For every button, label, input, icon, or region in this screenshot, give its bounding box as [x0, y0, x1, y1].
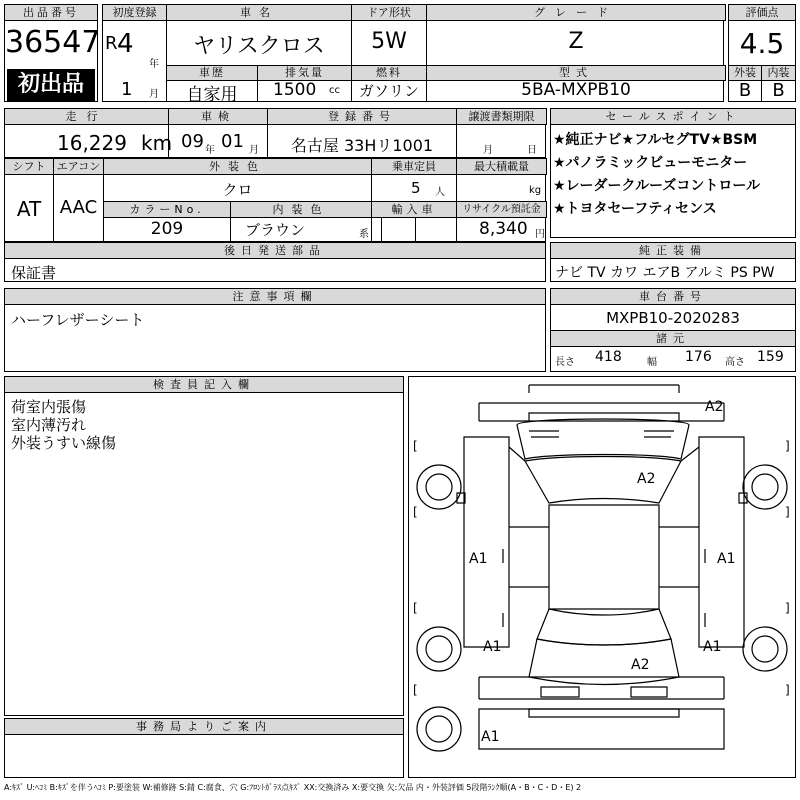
reg-month-unit: 月 — [149, 89, 159, 100]
int-color-unit: 系 — [359, 229, 369, 240]
exterior-label: 外装 — [728, 65, 762, 81]
height-label: 高さ — [725, 357, 745, 368]
vehicle-header-box — [102, 4, 724, 105]
recycle-unit: 円 — [535, 229, 545, 240]
factory-equipment-label: 純正装備 — [550, 242, 796, 259]
plate-label: 登録番号 — [267, 108, 457, 125]
ac-label: エアコン — [53, 158, 104, 175]
sales-point-item: ★純正ナビ★フルセグTV★BSM — [553, 132, 758, 148]
mileage-unit: km — [141, 131, 173, 155]
era: R — [105, 33, 118, 54]
ext-color-label: 外装色 — [103, 158, 372, 175]
exterior-score: B — [738, 80, 752, 101]
spec-row-box — [4, 158, 546, 242]
inspection-month-unit: 月 — [249, 145, 259, 156]
color-no: 209 — [150, 219, 184, 239]
office-box — [4, 718, 404, 778]
car-diagram-box — [408, 376, 796, 778]
int-color: ブラウン — [245, 221, 306, 239]
grade: Z — [568, 29, 584, 54]
damage-mark: A1 — [483, 639, 502, 655]
color-no-label: カラーNo. — [103, 201, 231, 218]
car-name: ヤリスクロス — [193, 34, 325, 59]
sales-points-label: セールスポイント — [550, 108, 796, 125]
car-name-label: 車名 — [166, 4, 352, 21]
legend: A:ｷｽﾞ U:ﾍｺﾐ B:ｷｽﾞを伴うﾍｺﾐ P:要塗装 W:補修跡 S:錆 C:腐食、穴 G:ﾌﾛﾝﾄｶﾞﾗｽ点ｷｽﾞ XX:交換済み X:要交換 欠:欠品 内・外装評価 5段階ﾗﾝｸ順(A・B・C・D・E) 2 — [4, 783, 582, 792]
grade-label: グレード — [426, 4, 726, 21]
reg-year: 4 — [117, 29, 134, 59]
later-parts-box — [4, 242, 546, 282]
damage-mark: A2 — [631, 657, 650, 673]
score-label: 評価点 — [728, 4, 796, 21]
chassis-label: 車台番号 — [550, 288, 796, 305]
score-box — [728, 4, 796, 102]
office-label: 事務局よりご案内 — [4, 718, 404, 735]
diagram-bracket: [ — [413, 601, 418, 615]
inspector-line: 室内薄汚れ — [11, 416, 87, 434]
mileage-row-box — [4, 108, 546, 158]
shift: AT — [16, 197, 42, 221]
sales-point-item: ★トヨタセーフティセンス — [553, 201, 717, 217]
transfer-month-unit: 月 — [483, 145, 493, 156]
capacity-unit: 人 — [435, 187, 445, 198]
car-diagram — [409, 377, 795, 777]
inspection-year: 09 — [181, 131, 204, 152]
history: 自家用 — [186, 85, 238, 105]
chassis-number: MXPB10-2020283 — [606, 309, 740, 327]
transfer-day-unit: 日 — [527, 145, 537, 156]
notes-label: 注意事項欄 — [4, 288, 546, 305]
diagram-bracket: ] — [785, 505, 790, 519]
fuel-label: 燃料 — [351, 65, 427, 81]
transfer-label: 譲渡書類期限 — [456, 108, 547, 125]
load-label: 最大積載量 — [456, 158, 547, 175]
later-parts-value: 保証書 — [11, 264, 57, 282]
diagram-bracket: [ — [413, 505, 418, 519]
inspector-line: 外装うすい線傷 — [11, 434, 117, 452]
sales-point-item: ★パノラミックビューモニター — [553, 155, 748, 171]
width-label: 幅 — [647, 357, 657, 368]
diagram-bracket: ] — [785, 683, 790, 697]
diagram-bracket: [ — [413, 683, 418, 697]
score: 4.5 — [739, 27, 785, 60]
lot-number-label: 出品番号 — [4, 4, 98, 21]
mileage: 16,229 — [57, 131, 127, 155]
displacement-label: 排気量 — [257, 65, 352, 81]
dimensions-label: 諸元 — [550, 330, 796, 347]
height: 159 — [757, 349, 784, 365]
int-color-label: 内装色 — [230, 201, 372, 218]
damage-mark: A1 — [703, 639, 722, 655]
factory-equipment-value: ナビ TV カワ エアB アルミ PS PW — [555, 265, 775, 281]
displacement: 1500 — [273, 80, 317, 100]
later-parts-label: 後日発送部品 — [4, 242, 546, 259]
plate-number: 名古屋 33Hリ1001 — [290, 136, 434, 155]
recycle-deposit: 8,340 — [479, 219, 528, 239]
notes-box — [4, 288, 546, 372]
sales-points-box — [550, 108, 796, 238]
shift-label: シフト — [4, 158, 54, 175]
inspector-label: 検査員記入欄 — [4, 376, 404, 393]
width: 176 — [685, 349, 712, 365]
sales-point-item: ★レーダークルーズコントロール — [553, 178, 761, 194]
load-unit: kg — [529, 185, 542, 196]
reg-month: 1 — [121, 79, 133, 100]
reg-year-unit: 年 — [149, 59, 159, 70]
first-listing-text: 初出品 — [17, 72, 84, 97]
chassis-box — [550, 288, 796, 372]
import-label: 輸入車 — [371, 201, 457, 218]
inspector-line: 荷室内張傷 — [11, 398, 87, 416]
interior-label: 内装 — [761, 65, 796, 81]
door-label: ドア形状 — [351, 4, 427, 21]
history-label: 車歴 — [166, 65, 258, 81]
lot-number-box — [4, 4, 101, 102]
diagram-bracket: ] — [785, 439, 790, 453]
inspection-label: 車検 — [168, 108, 268, 125]
lot-number: 36547 — [5, 25, 101, 60]
ext-color: クロ — [222, 181, 253, 199]
damage-mark: A2 — [705, 399, 724, 415]
ac: AAC — [59, 197, 98, 218]
notes-value: ハーフレザーシート — [11, 311, 145, 329]
registration-label: 初度登録 — [102, 4, 167, 21]
capacity: 5 — [411, 179, 421, 197]
displacement-unit: cc — [329, 85, 340, 96]
mileage-label: 走行 — [4, 108, 169, 125]
diagram-bracket: ] — [785, 601, 790, 615]
door-type: 5W — [371, 29, 407, 54]
damage-mark: A1 — [717, 551, 736, 567]
length-label: 長さ — [555, 357, 575, 368]
capacity-label: 乗車定員 — [371, 158, 457, 175]
inspection-year-unit: 年 — [205, 145, 215, 156]
fuel: ガソリン — [358, 82, 419, 100]
inspection-month: 01 — [221, 131, 244, 152]
model-label: 型式 — [426, 65, 726, 81]
model: 5BA-MXPB10 — [521, 80, 631, 100]
length: 418 — [595, 349, 622, 365]
factory-equipment-box — [550, 242, 796, 282]
first-listing-badge — [7, 69, 95, 101]
diagram-bracket: [ — [413, 439, 418, 453]
interior-score: B — [772, 80, 785, 101]
damage-mark: A2 — [637, 471, 656, 487]
inspector-box — [4, 376, 404, 716]
damage-mark: A1 — [481, 729, 500, 745]
recycle-label: リサイクル預託金 — [456, 201, 547, 218]
damage-mark: A1 — [469, 551, 488, 567]
